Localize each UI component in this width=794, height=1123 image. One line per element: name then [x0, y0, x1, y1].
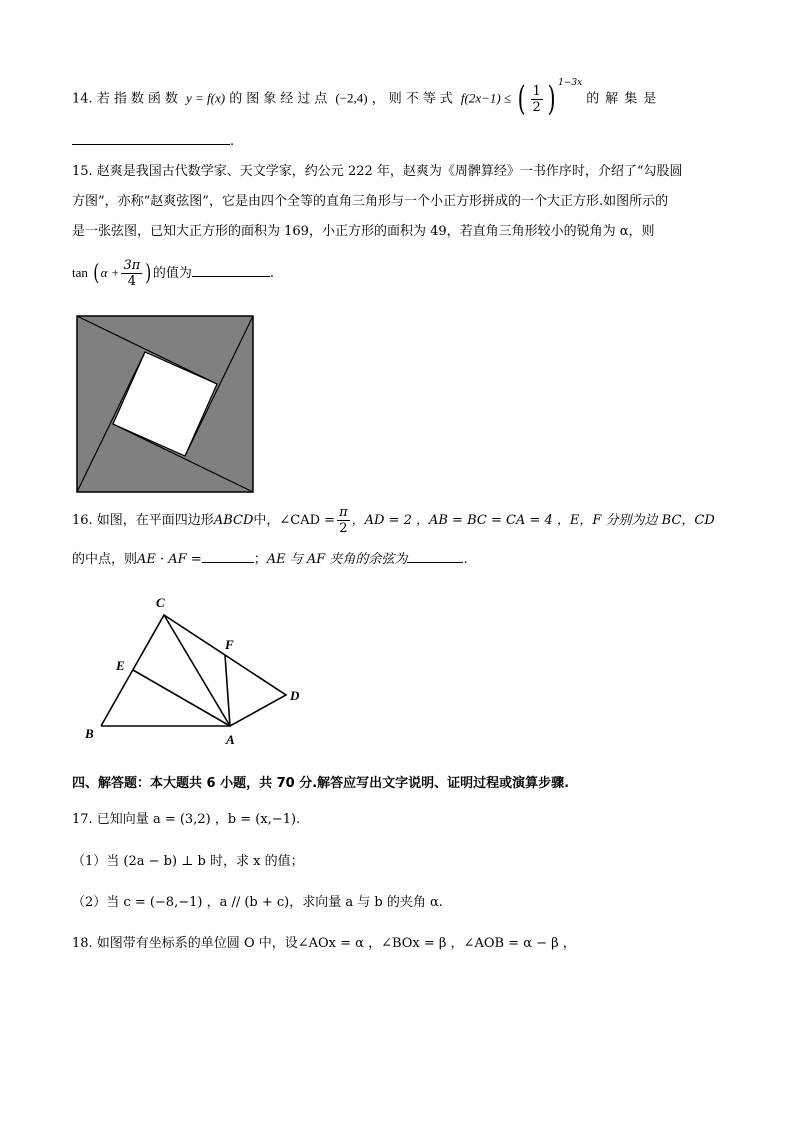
q16-two: 2 — [339, 521, 348, 536]
q16-quad: ABCD — [213, 513, 254, 528]
label-a: A — [226, 732, 235, 747]
q14-func: y = f(x) — [185, 90, 226, 106]
q16-text1b: 中，∠CAD = — [253, 513, 336, 528]
quadrilateral-figure — [80, 592, 310, 748]
q14-left-paren: ( — [517, 79, 526, 119]
q15-right-paren: ) — [145, 260, 152, 286]
q15-line2: 方图”，亦称“赵爽弦图”，它是由四个全等的直角三角形与一个小正方形拼成的一个大正方形.如图所示的 — [72, 194, 669, 209]
quadrilateral-outline — [101, 615, 286, 726]
q16-blank2[interactable] — [407, 550, 463, 563]
q14-ineq-left: f(2x−1) ≤ — [460, 90, 512, 106]
q14-frac-den: 2 — [532, 99, 541, 115]
q15-line4 — [72, 258, 274, 289]
q14-line — [72, 78, 663, 119]
q15-tan: tan — [72, 265, 88, 280]
q14-text4: 的解集是 — [586, 91, 663, 107]
q16-text1c: ，AD = 2 ，AB = BC = CA = 4 ，E，F 分别为边 BC，CD — [351, 513, 715, 528]
q14-point: (−2,4) — [335, 90, 368, 106]
q17-part1: （1）当 (2a − b) ⊥ b 时，求 x 的值； — [72, 854, 304, 869]
q14-text1: 若指数函数 — [96, 91, 182, 107]
q15-tail: 的值为 — [152, 266, 192, 281]
q14-right-paren: ) — [547, 79, 556, 119]
q16-pi: π — [339, 505, 348, 520]
q16-dot-product: AE · AF = — [137, 552, 202, 567]
q16-text2a: 的中点，则 — [72, 552, 138, 567]
q16-angle-text: AE 与 AF 夹角的余弦为 — [266, 552, 408, 567]
q17-part2: （2）当 c = (−8,−1) ，a // (b + c)，求向量 a 与 b 的夹角 α. — [72, 895, 443, 910]
label-c: C — [156, 595, 165, 610]
q14-text3: ，则不等式 — [371, 91, 457, 107]
q14-end: . — [230, 134, 235, 149]
zhao-shuang-figure — [76, 315, 254, 493]
q15-line1: 15. 赵爽是我国古代数学家、天文学家，约公元 222 年，赵爽为《周髀算经》一书作序时，介绍了“勾股圆 — [72, 164, 683, 179]
q14-fraction — [531, 84, 543, 115]
q15-answer-blank[interactable] — [192, 264, 270, 277]
label-f: F — [225, 637, 234, 652]
q14-frac-num: 1 — [532, 83, 541, 99]
q15-end: . — [269, 266, 275, 281]
q18-line1: 18. 如图带有坐标系的单位圆 O 中，设∠AOx = α ，∠BOx = β ，∠AOB = α − β ， — [72, 936, 576, 951]
label-b: B — [85, 726, 94, 741]
q14-answer-blank[interactable] — [72, 132, 230, 145]
segment-ca — [164, 615, 230, 726]
q15-alpha-plus: α + — [100, 265, 120, 280]
q14-answer-line — [72, 132, 234, 152]
q16-line1 — [72, 505, 715, 536]
q15-frac-den: 4 — [127, 274, 137, 289]
q15-fraction — [121, 258, 142, 289]
q16-line2 — [72, 550, 468, 570]
section4-heading: 四、解答题：本大题共 6 小题，共 70 分.解答应写出文字说明、证明过程或演算步骤. — [72, 776, 570, 791]
label-d: D — [290, 688, 300, 703]
q17-line1: 17. 已知向量 a = (3,2) ，b = (x,−1). — [72, 812, 301, 827]
q16-blank1[interactable] — [202, 550, 254, 563]
q14-number: 14. — [72, 91, 93, 107]
q14-exponent: 1−3x — [558, 78, 583, 89]
q14-text2: 的图象经过点 — [229, 91, 332, 107]
segment-ae — [133, 670, 230, 726]
q15-line3: 是一张弦图，已知大正方形的面积为 169，小正方形的面积为 49，若直角三角形较小的锐角为 α，则 — [72, 224, 655, 239]
q15-frac-num: 3π — [123, 258, 141, 273]
label-e: E — [116, 658, 125, 673]
q16-text2b: ； — [253, 552, 267, 567]
q16-end: . — [463, 552, 468, 567]
q16-text1a: 16. 如图，在平面四边形 — [72, 513, 214, 528]
q16-fraction — [337, 505, 350, 536]
segment-af — [225, 655, 230, 726]
q15-left-paren: ( — [93, 260, 100, 286]
